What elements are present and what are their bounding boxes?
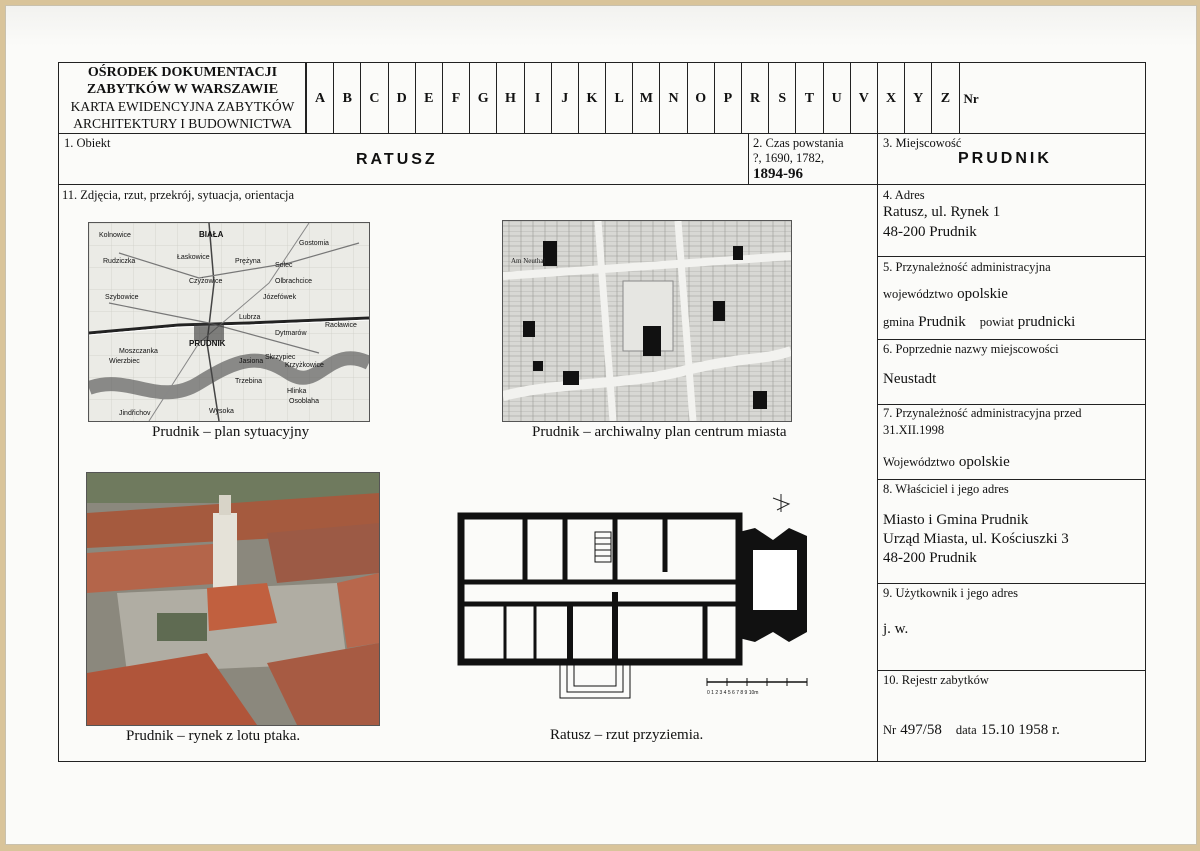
card-title-line1: KARTA EWIDENCYJNA ZABYTKÓW [70, 99, 295, 114]
woj-prefix: województwo [883, 287, 954, 301]
caption-situation-map: Prudnik – plan sytuacyjny [152, 424, 310, 440]
caption-archive-plan: Prudnik – archiwalny plan centrum miasta [532, 424, 787, 440]
map-label: Szybowice [105, 294, 139, 301]
rejestr-data: 15.10 1958 r. [980, 722, 1060, 738]
institution-line2: ZABYTKÓW W WARSZAWIE [86, 82, 279, 97]
letter-cell-d: D [388, 63, 415, 134]
letter-cell-h: H [496, 63, 523, 134]
adres-line1: Ratusz, ul. Rynek 1 [883, 204, 1001, 220]
map-label: Olbrachcice [275, 278, 312, 285]
miejscowosc-label: 3. Miejscowość [883, 136, 962, 150]
floor-plan-drawing [455, 492, 825, 704]
letter-cell-t: T [795, 63, 822, 134]
letter-cell-f: F [442, 63, 469, 134]
letter-cell-j: J [551, 63, 578, 134]
letter-cell-x: X [877, 63, 904, 134]
rejestr-nr-prefix: Nr [883, 723, 897, 737]
archive-plan-image [502, 220, 792, 422]
poprzednie-nazwy-label: 6. Poprzednie nazwy miejscowości [883, 342, 1059, 356]
wlasciciel-line3: 48-200 Prudnik [883, 550, 977, 566]
map-label: Wysoka [209, 408, 234, 415]
map-label: Jasiona [239, 358, 264, 365]
letter-cell-y: Y [904, 63, 931, 134]
section11-label: 11. Zdjęcia, rzut, przekrój, sytuacja, orientacja [62, 188, 295, 202]
map-label: Moszczanka [119, 348, 158, 355]
woj-value: opolskie [957, 286, 1008, 302]
admin-przed-label: 7. Przynależność administracyjna przed [883, 406, 1082, 420]
poprzednie-nazwy-value: Neustadt [883, 371, 937, 387]
gmina-value: Prudnik [918, 314, 966, 330]
rejestr-label: 10. Rejestr zabytków [883, 673, 989, 687]
letter-cell-o: O [687, 63, 714, 134]
letter-cell-c: C [360, 63, 387, 134]
map-label: Krzyżkowice [285, 362, 324, 369]
letter-cell-g: G [469, 63, 496, 134]
map-label: Łaskowice [177, 254, 210, 261]
map-label: Gostomia [299, 240, 329, 247]
miejscowosc-value: PRUDNIK [958, 150, 1052, 167]
scale-bar-label: 0 1 2 3 4 5 6 7 8 9 10m [707, 690, 759, 696]
caption-aerial-photo: Prudnik – rynek z lotu ptaka. [126, 728, 301, 744]
obiekt-label: 1. Obiekt [64, 136, 111, 150]
letter-cell-e: E [415, 63, 442, 134]
czas-value: ?, 1690, 1782, [753, 151, 825, 165]
aerial-photo-graphic [87, 473, 379, 725]
map-label: Wierzbiec [109, 358, 140, 365]
letter-cell-i: I [524, 63, 551, 134]
caption-floor-plan: Ratusz – rzut przyziemia. [550, 727, 704, 743]
woj-przed-prefix: Województwo [883, 455, 955, 469]
powiat-value: prudnicki [1017, 314, 1076, 330]
letter-cell-u: U [823, 63, 850, 134]
floor-plan-graphic [455, 492, 825, 704]
map-label: Czyżowice [189, 278, 223, 285]
wlasciciel-label: 8. Właściciel i jego adres [883, 482, 1009, 496]
admin-przed-date: 31.XII.1998 [883, 423, 945, 437]
czas-label: 2. Czas powstania [753, 136, 844, 150]
letter-cell-r: R [741, 63, 768, 134]
adres-label: 4. Adres [883, 188, 925, 202]
letter-index-row [306, 63, 1149, 134]
archive-plan-graphic [503, 221, 791, 421]
gmina-prefix: gmina [883, 315, 915, 329]
map-label: Hlinka [287, 388, 307, 395]
letter-cell-a: A [306, 63, 333, 134]
adres-line2: 48-200 Prudnik [883, 224, 977, 240]
situation-map-image [88, 222, 370, 422]
woj-przed-row [883, 453, 1010, 471]
institution-line1: OŚRODEK DOKUMENTACJI [87, 65, 278, 80]
letter-cell-s: S [768, 63, 795, 134]
map-label: Józefówek [263, 294, 297, 301]
wlasciciel-line2: Urząd Miasta, ul. Kościuszki 3 [883, 531, 1069, 547]
map-label: Trzebina [235, 378, 262, 385]
map-label: Jindřichov [119, 410, 151, 417]
map-label: Lubrza [239, 314, 261, 321]
rejestr-data-prefix: data [955, 723, 977, 737]
gmina-row [883, 313, 1075, 331]
letter-cell-k: K [578, 63, 605, 134]
map-label: Kolnowice [99, 232, 131, 239]
map-label: Dytmarów [275, 330, 307, 337]
situation-map-graphic [89, 223, 369, 421]
wlasciciel-line1: Miasto i Gmina Prudnik [883, 512, 1029, 528]
letter-cell-v: V [850, 63, 877, 134]
uzytkownik-value: j. w. [883, 621, 909, 637]
obiekt-value: RATUSZ [356, 151, 438, 168]
letter-cell-n: N [659, 63, 686, 134]
letter-cell-z: Z [931, 63, 958, 134]
sheet-fold [6, 6, 1196, 46]
powiat-prefix: powiat [979, 315, 1014, 329]
woj-row [883, 285, 1008, 303]
map-label: BIAŁA [199, 230, 224, 239]
nr-cell: Nr [959, 63, 1149, 134]
uzytkownik-label: 9. Użytkownik i jego adres [883, 586, 1019, 600]
admin-label: 5. Przynależność administracyjna [883, 260, 1051, 274]
rejestr-nr: 497/58 [900, 722, 942, 738]
map-label: Racławice [325, 322, 357, 329]
rejestr-row [883, 721, 1060, 739]
map-label: Skrzypiec [265, 354, 296, 361]
card-title-line2: ARCHITEKTURY I BUDOWNICTWA [73, 116, 292, 131]
letter-cell-l: L [605, 63, 632, 134]
aerial-photo [86, 472, 380, 726]
map-label: Rudziczka [103, 258, 136, 265]
letter-cell-b: B [333, 63, 360, 134]
letter-cell-p: P [714, 63, 741, 134]
map-label: Solec [275, 262, 293, 269]
letter-cell-m: M [632, 63, 659, 134]
czas-value-bold: 1894-96 [753, 166, 803, 182]
archive-map-label: Am Neuthal [511, 257, 546, 265]
map-label: Prężyna [235, 258, 261, 265]
map-label: Osoblaha [289, 398, 319, 405]
institution-block [60, 64, 305, 134]
woj-przed-value: opolskie [958, 454, 1010, 470]
map-label: PRUDNIK [189, 339, 226, 348]
